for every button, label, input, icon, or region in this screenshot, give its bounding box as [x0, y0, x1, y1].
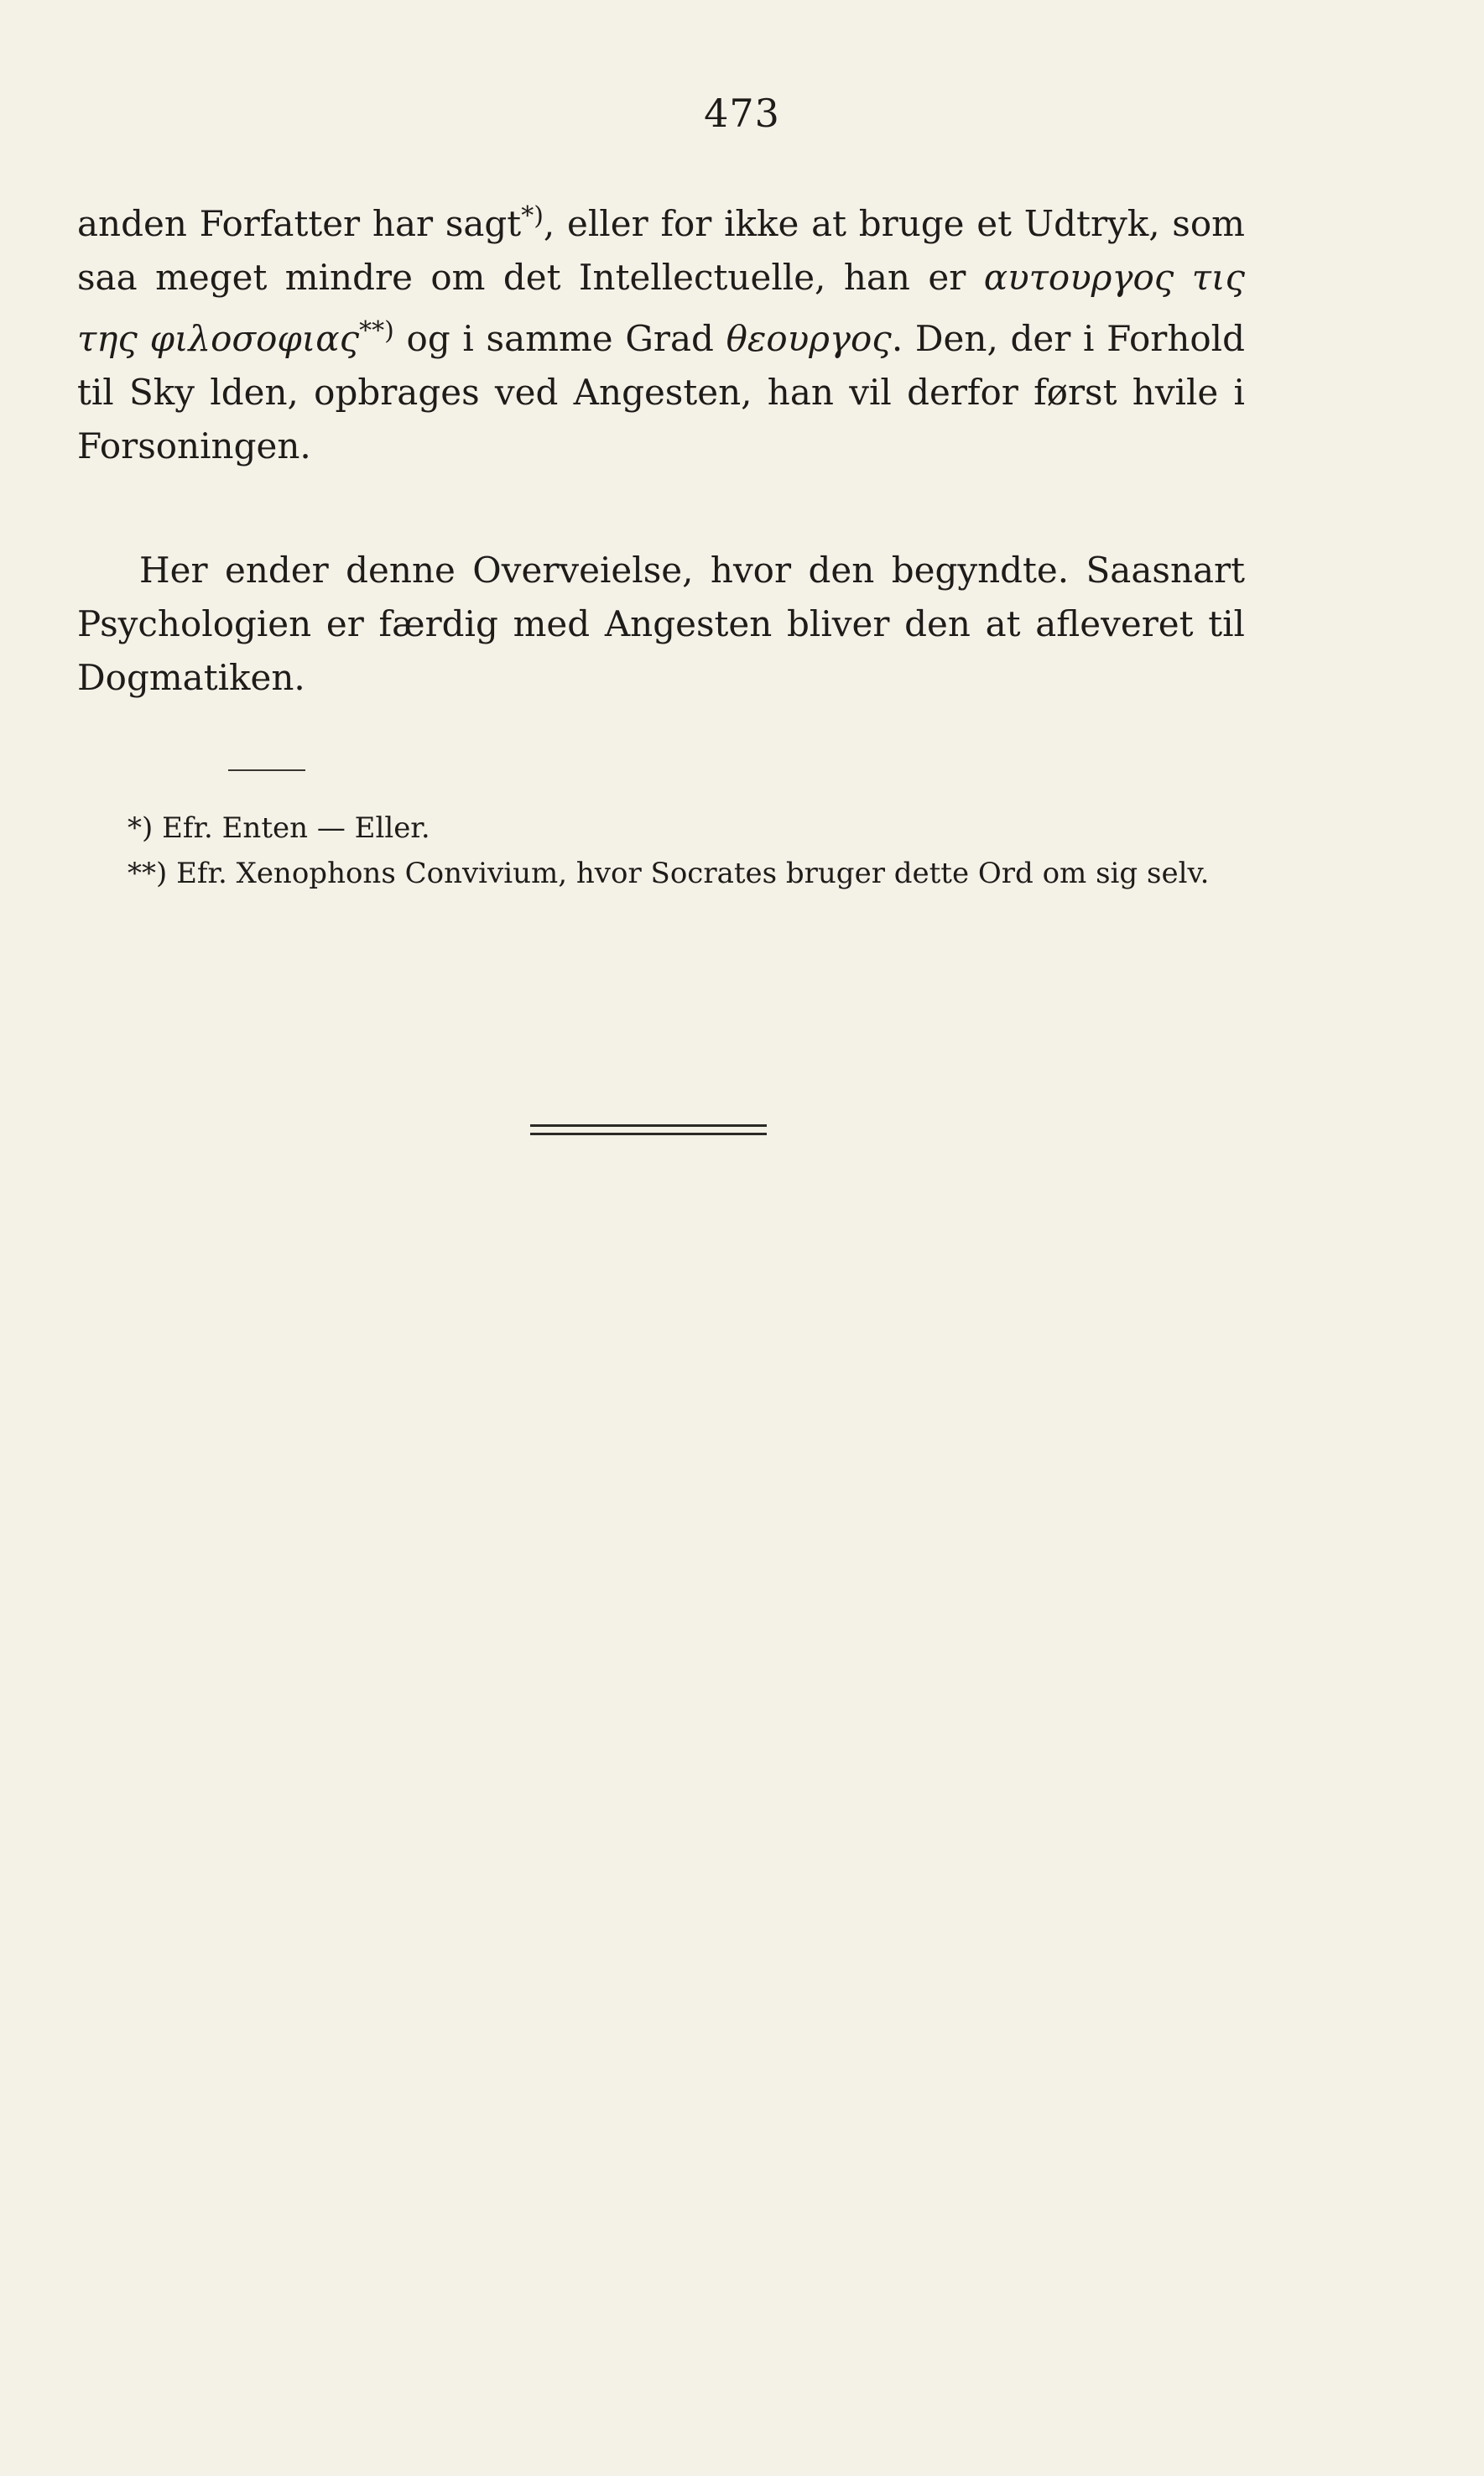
paragraph-1-text-a: anden Forfatter har sagt	[77, 203, 522, 244]
footnote-1: *) Efr. Enten — Eller.	[128, 811, 430, 845]
paragraph-2-text: Her ender denne Overveielse, hvor den begyndte. Saasnart Psychologien er færdig med Angesten bliver den at afleveret til Dogmatiken.	[77, 550, 1245, 698]
page-number: 473	[704, 91, 780, 136]
paragraph-1-text-d: . Den, der i Forhold til Sky lden, opbrages ved Angesten, han vil derfor først hvile i Forsoningen.	[77, 318, 1245, 467]
footnote-2: **) Efr. Xenophons Convivium, hvor Socrates bruger dette Ord om sig selv.	[128, 857, 1210, 890]
paragraph-2	[77, 544, 1245, 705]
paragraph-1-text-b: , eller for ikke at bruge et Udtryk, som saa meget mindre om det Intellectuelle, han er	[77, 203, 1245, 298]
footnote-ref-1: *)	[521, 201, 544, 231]
footnote-divider	[228, 769, 305, 771]
greek-phrase-2: θεουργος	[726, 318, 892, 359]
footnotes	[77, 805, 1245, 896]
end-rule-bottom	[530, 1133, 767, 1135]
greek-phrase-1: αυτουργος τις της φιλοσοφιας	[77, 257, 1245, 359]
end-rule-top	[530, 1124, 767, 1127]
footnote-ref-2: **)	[359, 316, 394, 346]
paragraph-1-text-c: og i samme Grad	[393, 318, 726, 359]
paragraph-1	[77, 190, 1245, 473]
